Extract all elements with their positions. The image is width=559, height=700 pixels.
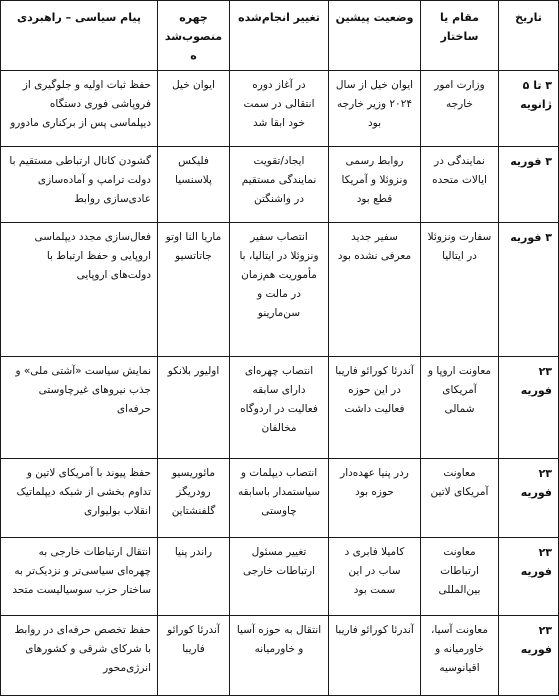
cell-date: ۳ فوریه [499, 147, 559, 223]
cell-message: حفظ تخصص حرفه‌ای در روابط با شرکای شرقی و کشورهای انرژی‌محور [1, 616, 158, 696]
cell-date: ۳ فوریه [499, 223, 559, 357]
header-previous-status: وضعیت پیشین [329, 1, 421, 71]
cell-date: ۲۳ فوریه [499, 616, 559, 696]
header-date: تاریخ [499, 1, 559, 71]
table-row [1, 616, 559, 696]
cell-org: وزارت امور خارجه [421, 71, 499, 147]
cell-message: حفظ ثبات اولیه و جلوگیری از فروپاشی فوری دستگاه دیپلماسی پس از برکناری مادورو [1, 71, 158, 147]
cell-org: معاونت آسیا، خاورمیانه و اقیانوسیه [421, 616, 499, 696]
cell-org: معاونت اروپا و آمریکای شمالی [421, 357, 499, 459]
table-header-row [1, 1, 559, 71]
cell-previous-status: آندرئا کورائو فاریبا در این حوزه فعالیت داشت [329, 357, 421, 459]
cell-appointee: آندرئا کورائو فاریبا [158, 616, 230, 696]
cell-appointee: راندر پنیا [158, 538, 230, 616]
cell-previous-status: ردر پنیا عهده‌دار حوزه بود [329, 459, 421, 538]
cell-org: معاونت آمریکای لاتین [421, 459, 499, 538]
cell-change: انتصاب سفیر ونزوئلا در ایتالیا، با مأموریت هم‌زمان در مالت و سن‌مارینو [230, 223, 329, 357]
cell-appointee: فلیکس پلاسنسیا [158, 147, 230, 223]
cell-message: گشودن کانال ارتباطی مستقیم با دولت ترامپ و آماده‌سازی عادی‌سازی روابط [1, 147, 158, 223]
table-row [1, 147, 559, 223]
table-row [1, 71, 559, 147]
header-change: تغییر انجام‌شده [230, 1, 329, 71]
cell-previous-status: ایوان خیل از سال ۲۰۲۴ وزیر خارجه بود [329, 71, 421, 147]
table-row [1, 459, 559, 538]
cell-org: معاونت ارتباطات بین‌المللی [421, 538, 499, 616]
cell-appointee: مائوریسیو رودریگز گلفنشتاین [158, 459, 230, 538]
cell-date: ۲۳ فوریه [499, 459, 559, 538]
cell-appointee: ماریا النا اوتو جاتاتسیو [158, 223, 230, 357]
cell-change: انتقال به حوزه آسیا و خاورمیانه [230, 616, 329, 696]
cell-previous-status: آندرئا کورائو فاریبا [329, 616, 421, 696]
cell-message: انتقال ارتباطات خارجی به چهره‌ای سیاسی‌تر و نزدیک‌تر به ساختار حزب سوسیالیست متحد [1, 538, 158, 616]
cell-change: ایجاد/تقویت نمایندگی مستقیم در واشنگتن [230, 147, 329, 223]
cell-change: در آغاز دوره انتقالی در سمت خود ابقا شد [230, 71, 329, 147]
cell-appointee: اولیور بلانکو [158, 357, 230, 459]
cell-change: تغییر مسئول ارتباطات خارجی [230, 538, 329, 616]
cell-message: حفظ پیوند با آمریکای لاتین و تداوم بخشی از شبکه دیپلماتیک انقلاب بولیواری [1, 459, 158, 538]
table-row [1, 538, 559, 616]
table-row [1, 223, 559, 357]
cell-previous-status: سفیر جدید معرفی نشده بود [329, 223, 421, 357]
cell-change: انتصاب دیپلمات و سیاستمدار باسابقه چاوستی [230, 459, 329, 538]
cell-org: سفارت ونزوئلا در ایتالیا [421, 223, 499, 357]
header-org: مقام یا ساختار [421, 1, 499, 71]
cell-appointee: ایوان خیل [158, 71, 230, 147]
header-appointee: چهره منصوب‌شده [158, 1, 230, 71]
cell-message: نمایش سیاست «آشتی ملی» و جذب نیروهای غیرچاوستی حرفه‌ای [1, 357, 158, 459]
cell-date: ۲۳ فوریه [499, 538, 559, 616]
cell-change: انتصاب چهره‌ای دارای سابقه فعالیت در اردوگاه مخالفان [230, 357, 329, 459]
table-row [1, 357, 559, 459]
cell-previous-status: کامیلا فابری د ساب در این سمت بود [329, 538, 421, 616]
cell-previous-status: روابط رسمی ونزوئلا و آمریکا قطع بود [329, 147, 421, 223]
cell-message: فعال‌سازی مجدد دیپلماسی اروپایی و حفظ ارتباط با دولت‌های اروپایی [1, 223, 158, 357]
cell-org: نمایندگی در ایالات متحده [421, 147, 499, 223]
header-message: پیام سیاسی – راهبردی [1, 1, 158, 71]
cell-date: ۳ تا ۵ ژانویه [499, 71, 559, 147]
cell-date: ۲۳ فوریه [499, 357, 559, 459]
